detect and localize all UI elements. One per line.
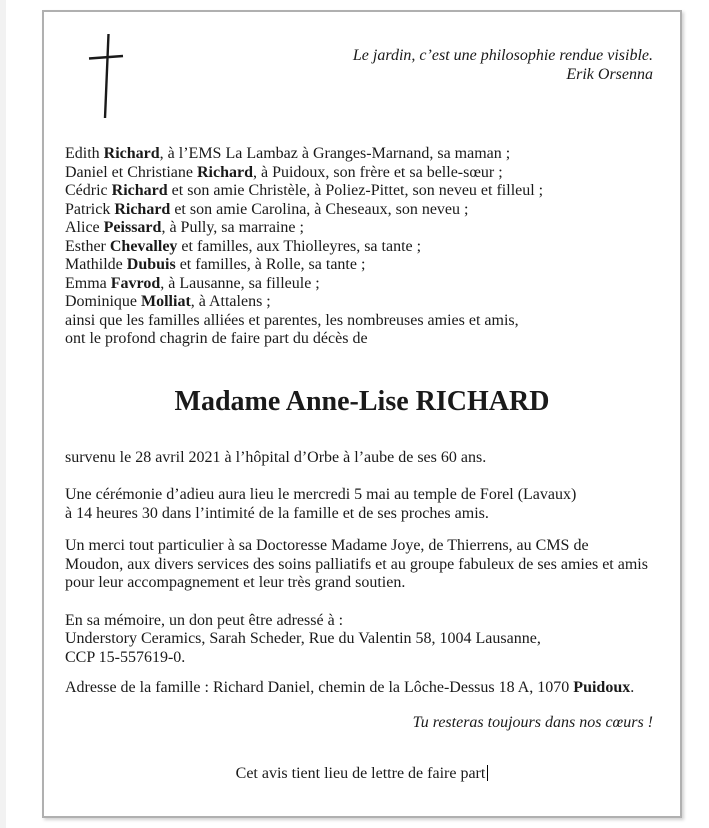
- family-line: [65, 164, 653, 183]
- family-line-prefix: Cédric: [65, 182, 112, 199]
- closing-text: Cet avis tient lieu de lettre de faire part: [235, 765, 486, 782]
- family-name: Favrod: [110, 274, 161, 292]
- family-line-suffix: et familles, à Rolle, sa tante ;: [175, 256, 366, 273]
- ceremony-paragraph: [65, 486, 653, 523]
- family-line-suffix: et son amie Carolina, à Cheseaux, son neveu ;: [170, 200, 469, 218]
- family-line-prefix: Patrick: [65, 200, 115, 218]
- farewell-line: Tu resteras toujours dans nos cœurs !: [412, 713, 653, 731]
- family-line-suffix: , à Lausanne, sa filleule ;: [160, 274, 320, 292]
- family-line-suffix: et son amie Christèle, à Poliez-Pittet, son neveu et filleul ;: [167, 182, 544, 199]
- family-name: Richard: [111, 182, 168, 199]
- closing-line: [44, 765, 680, 784]
- thanks-line: pour leur accompagnement et leur très grand soutien.: [65, 574, 406, 591]
- cross-icon: [87, 32, 125, 120]
- document-page[interactable]: [42, 10, 682, 818]
- family-name: Richard: [114, 200, 171, 218]
- family-line-prefix: Emma: [65, 274, 111, 292]
- family-line: [65, 312, 653, 331]
- family-line: [65, 256, 653, 275]
- family-line-prefix: ainsi que les familles alliées et parentes, les nombreuses amies et amis,: [65, 311, 519, 329]
- donation-line: CCP 15-557619-0.: [65, 648, 186, 666]
- donation-line: En sa mémoire, un don peut être adressé à :: [65, 611, 344, 629]
- thanks-paragraph: [65, 537, 653, 593]
- family-address: [65, 679, 653, 698]
- family-line-suffix: , à Attalens ;: [190, 293, 271, 310]
- family-name: Dubuis: [126, 256, 176, 273]
- family-line-prefix: Alice: [65, 219, 104, 236]
- family-address-prefix: Adresse de la famille : Richard Daniel, chemin de la Lôche-Dessus 18 A, 1070: [65, 679, 574, 696]
- family-line: [65, 330, 653, 349]
- family-line-prefix: Daniel et Christiane: [65, 163, 197, 181]
- death-details: survenu le 28 avril 2021 à l’hôpital d’Orbe à l’aube de ses 60 ans.: [65, 448, 487, 466]
- family-line: [65, 293, 653, 312]
- donation-paragraph: [65, 612, 653, 668]
- family-address-town: Puidoux: [573, 679, 631, 696]
- text-cursor: [487, 765, 488, 781]
- family-line: [65, 182, 653, 201]
- family-name: Richard: [103, 145, 160, 162]
- family-line-suffix: , à Pully, sa marraine ;: [161, 219, 304, 236]
- family-name: Chevalley: [109, 237, 178, 255]
- family-name: Molliat: [141, 293, 191, 310]
- thanks-line: Moudon, aux divers services des soins palliatifs et au groupe fabuleux de ses amies et amis: [65, 555, 648, 573]
- family-line-suffix: , à l’EMS La Lambaz à Granges-Marnand, sa maman ;: [159, 145, 511, 162]
- family-list: [65, 145, 653, 349]
- family-line: [65, 275, 653, 294]
- family-line-prefix: Dominique: [65, 293, 141, 310]
- screen-left-edge: [0, 0, 6, 828]
- family-line: [65, 145, 653, 164]
- thanks-line: Un merci tout particulier à sa Doctoresse Madame Joye, de Thierrens, au CMS de: [65, 537, 589, 554]
- family-line-prefix: Edith: [65, 145, 104, 162]
- deceased-name-title: Madame Anne-Lise RICHARD: [174, 385, 550, 417]
- family-line-prefix: Mathilde: [65, 256, 127, 273]
- family-line-suffix: et familles, aux Thiolleyres, sa tante ;: [177, 237, 422, 255]
- family-line: [65, 201, 653, 220]
- epigraph-author: Erik Orsenna: [566, 66, 653, 83]
- family-line-prefix: Esther: [65, 237, 110, 255]
- epigraph: [65, 46, 653, 84]
- family-address-suffix: .: [630, 679, 635, 696]
- ceremony-line: Une cérémonie d’adieu aura lieu le mercredi 5 mai au temple de Forel (Lavaux): [65, 486, 577, 503]
- family-line-prefix: ont le profond chagrin de faire part du décès de: [65, 330, 368, 347]
- epigraph-text: Le jardin, c’est une philosophie rendue visible.: [352, 47, 653, 64]
- family-line-suffix: , à Puidoux, son frère et sa belle-sœur ;: [252, 163, 503, 181]
- family-name: Peissard: [103, 219, 162, 236]
- family-line: [65, 238, 653, 257]
- ceremony-line: à 14 heures 30 dans l’intimité de la famille et de ses proches amis.: [65, 504, 489, 522]
- donation-line: Understory Ceramics, Sarah Scheder, Rue du Valentin 58, 1004 Lausanne,: [65, 630, 541, 647]
- family-line: [65, 219, 653, 238]
- family-name: Richard: [196, 163, 253, 181]
